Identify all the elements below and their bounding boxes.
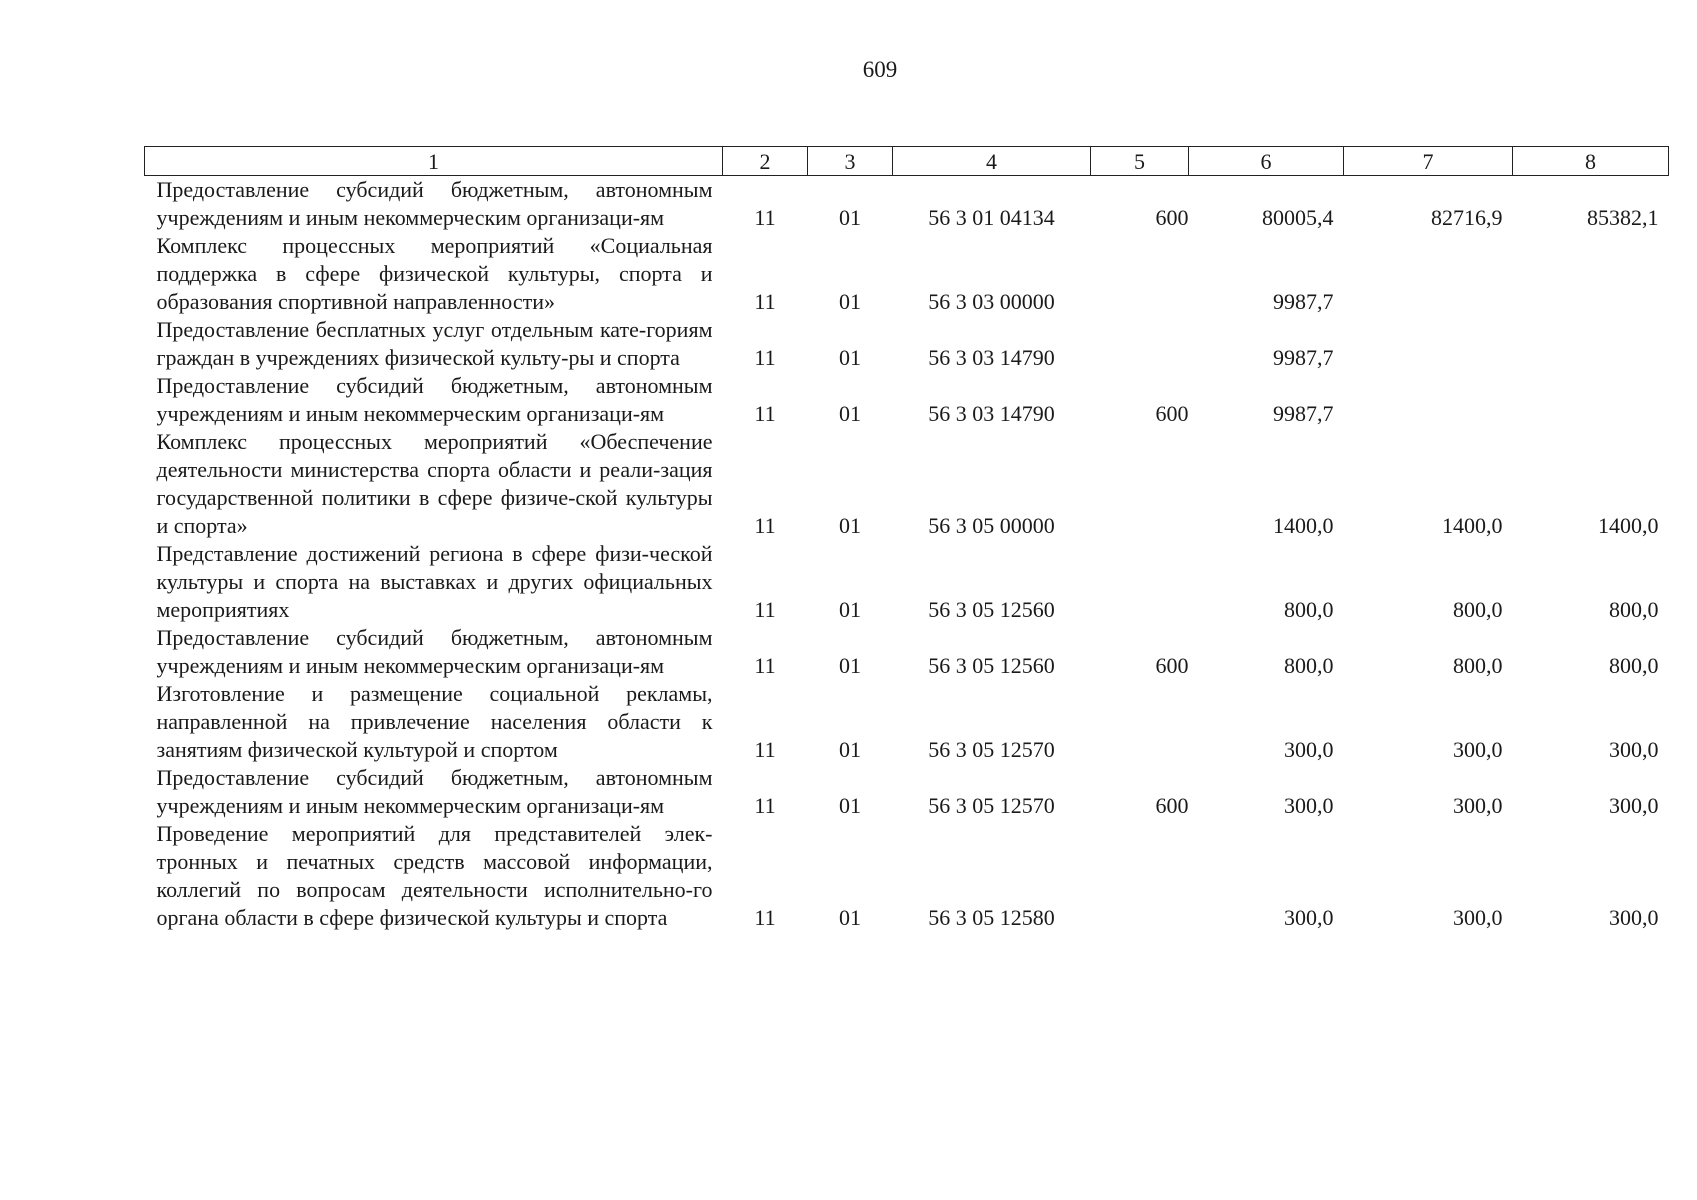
- target-article-code: 56 3 05 12560: [928, 597, 1055, 622]
- expense-type-code: [1091, 820, 1189, 932]
- subsection-code: 01: [839, 513, 861, 538]
- column-header: 6: [1189, 147, 1344, 176]
- subsection-code: 01: [839, 401, 861, 426]
- amount-col-6: 800,0: [1284, 653, 1334, 678]
- amount-col-7: 82716,9: [1431, 205, 1503, 230]
- section-code: 11: [754, 401, 776, 426]
- table-row: [145, 624, 1669, 680]
- table-row: [145, 820, 1669, 932]
- expense-type-code: 600: [1155, 401, 1189, 426]
- target-article-code: 56 3 03 14790: [928, 401, 1055, 426]
- subsection-code: 01: [839, 289, 861, 314]
- item-name: Предоставление субсидий бюджетным, автономным учреждениям и иным некоммерческим организаци-ям: [156, 765, 713, 818]
- amount-col-6: 300,0: [1284, 737, 1334, 762]
- amount-col-6: 9987,7: [1273, 401, 1334, 426]
- amount-col-6: 800,0: [1284, 597, 1334, 622]
- amount-col-7: 1400,0: [1442, 513, 1503, 538]
- subsection-code: 01: [839, 905, 861, 930]
- amount-col-8: [1513, 232, 1669, 316]
- item-name: Предоставление бесплатных услуг отдельным кате-гориям граждан в учреждениях физической культу-ры и спорта: [156, 317, 713, 370]
- amount-col-8: 300,0: [1609, 793, 1659, 818]
- table-row: [145, 680, 1669, 764]
- subsection-code: 01: [839, 793, 861, 818]
- column-header: 1: [145, 147, 723, 176]
- subsection-code: 01: [839, 653, 861, 678]
- target-article-code: 56 3 05 00000: [928, 513, 1055, 538]
- section-code: 11: [754, 597, 776, 622]
- table-body: [145, 176, 1669, 933]
- section-code: 11: [754, 513, 776, 538]
- target-article-code: 56 3 03 14790: [928, 345, 1055, 370]
- amount-col-7: 300,0: [1453, 793, 1503, 818]
- expense-type-code: [1091, 680, 1189, 764]
- amount-col-7: 300,0: [1453, 905, 1503, 930]
- column-header: 3: [808, 147, 893, 176]
- target-article-code: 56 3 05 12580: [928, 905, 1055, 930]
- amount-col-6: 9987,7: [1273, 289, 1334, 314]
- target-article-code: 56 3 05 12570: [928, 793, 1055, 818]
- table-row: [145, 176, 1669, 233]
- table-row: [145, 372, 1669, 428]
- column-header: 2: [723, 147, 808, 176]
- expense-type-code: 600: [1155, 653, 1189, 678]
- section-code: 11: [754, 345, 776, 370]
- expense-type-code: 600: [1155, 793, 1189, 818]
- table-row: [145, 764, 1669, 820]
- subsection-code: 01: [839, 205, 861, 230]
- amount-col-6: 9987,7: [1273, 345, 1334, 370]
- target-article-code: 56 3 01 04134: [928, 205, 1055, 230]
- column-header: 8: [1513, 147, 1669, 176]
- amount-col-7: [1344, 232, 1513, 316]
- page-number: 609: [862, 57, 898, 82]
- expense-type-code: [1091, 428, 1189, 540]
- item-name: Предоставление субсидий бюджетным, автономным учреждениям и иным некоммерческим организаци-ям: [156, 373, 713, 426]
- amount-col-8: 85382,1: [1587, 205, 1659, 230]
- column-header: 4: [893, 147, 1091, 176]
- item-name: Проведение мероприятий для представителей элек-тронных и печатных средств массовой информации, коллегий по вопросам деятельности исполнительно-го органа области в сфере физической культуры и спорта: [156, 821, 713, 930]
- amount-col-6: 80005,4: [1262, 205, 1334, 230]
- section-code: 11: [754, 905, 776, 930]
- budget-table: [144, 146, 1669, 932]
- amount-col-8: 300,0: [1609, 737, 1659, 762]
- amount-col-7: 300,0: [1453, 737, 1503, 762]
- item-name: Предоставление субсидий бюджетным, автономным учреждениям и иным некоммерческим организаци-ям: [156, 177, 713, 230]
- expense-type-code: [1091, 316, 1189, 372]
- amount-col-6: 1400,0: [1273, 513, 1334, 538]
- amount-col-8: [1513, 372, 1669, 428]
- target-article-code: 56 3 05 12570: [928, 737, 1055, 762]
- item-name: Комплекс процессных мероприятий «Социальная поддержка в сфере физической культуры, спорта и образования спортивной направленности»: [156, 233, 713, 314]
- item-name: Представление достижений региона в сфере физи-ческой культуры и спорта на выставках и других официальных мероприятиях: [156, 541, 713, 622]
- expense-type-code: [1091, 540, 1189, 624]
- amount-col-8: 800,0: [1609, 653, 1659, 678]
- item-name: Изготовление и размещение социальной рекламы, направленной на привлечение населения области к занятиям физической культурой и спортом: [156, 681, 713, 762]
- column-header: 7: [1344, 147, 1513, 176]
- column-header: 5: [1091, 147, 1189, 176]
- item-name: Комплекс процессных мероприятий «Обеспечение деятельности министерства спорта области и реали-зация государственной политики в сфере физиче-ской культуры и спорта»: [156, 429, 713, 538]
- item-name: Предоставление субсидий бюджетным, автономным учреждениям и иным некоммерческим организаци-ям: [156, 625, 713, 678]
- amount-col-8: [1513, 316, 1669, 372]
- amount-col-7: [1344, 372, 1513, 428]
- amount-col-6: 300,0: [1284, 905, 1334, 930]
- section-code: 11: [754, 737, 776, 762]
- amount-col-6: 300,0: [1284, 793, 1334, 818]
- target-article-code: 56 3 03 00000: [928, 289, 1055, 314]
- header-row: [145, 147, 1669, 176]
- amount-col-7: 800,0: [1453, 597, 1503, 622]
- amount-col-7: 800,0: [1453, 653, 1503, 678]
- subsection-code: 01: [839, 597, 861, 622]
- section-code: 11: [754, 793, 776, 818]
- section-code: 11: [754, 205, 776, 230]
- target-article-code: 56 3 05 12560: [928, 653, 1055, 678]
- expense-type-code: 600: [1155, 205, 1189, 230]
- table-row: [145, 316, 1669, 372]
- amount-col-8: 800,0: [1609, 597, 1659, 622]
- table-row: [145, 540, 1669, 624]
- table-row: [145, 428, 1669, 540]
- subsection-code: 01: [839, 737, 861, 762]
- section-code: 11: [754, 289, 776, 314]
- section-code: 11: [754, 653, 776, 678]
- amount-col-8: 300,0: [1609, 905, 1659, 930]
- table-row: [145, 232, 1669, 316]
- subsection-code: 01: [839, 345, 861, 370]
- amount-col-7: [1344, 316, 1513, 372]
- expense-type-code: [1091, 232, 1189, 316]
- amount-col-8: 1400,0: [1598, 513, 1659, 538]
